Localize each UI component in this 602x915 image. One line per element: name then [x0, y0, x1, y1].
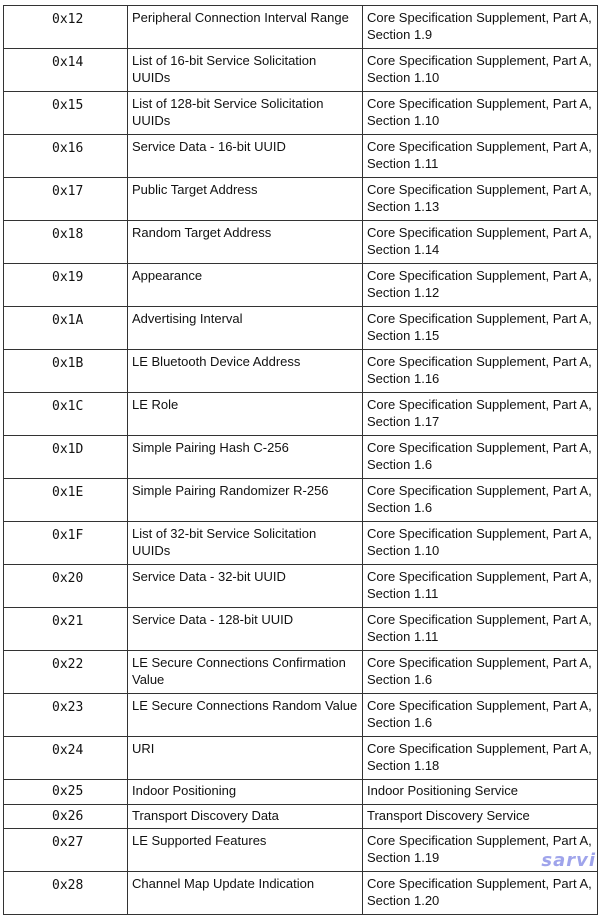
table-row — [4, 522, 598, 565]
table-row — [4, 307, 598, 350]
table-row — [4, 694, 598, 737]
ad-type-code: 0x20 — [4, 565, 128, 608]
table-row — [4, 49, 598, 92]
ad-type-reference: Transport Discovery Service — [363, 804, 598, 829]
ad-type-reference: Core Specification Supplement, Part A, Section 1.6 — [363, 694, 598, 737]
ad-type-name: Simple Pairing Randomizer R-256 — [128, 479, 363, 522]
ad-type-name: List of 16-bit Service Solicitation UUIDs — [128, 49, 363, 92]
table-row — [4, 135, 598, 178]
ad-type-code: 0x19 — [4, 264, 128, 307]
ad-type-reference: Core Specification Supplement, Part A, Section 1.9 — [363, 6, 598, 49]
ad-type-code: 0x26 — [4, 804, 128, 829]
table-row — [4, 829, 598, 872]
ad-type-code: 0x1C — [4, 393, 128, 436]
ad-type-reference: Core Specification Supplement, Part A, Section 1.10 — [363, 92, 598, 135]
ad-type-code: 0x21 — [4, 608, 128, 651]
ad-type-reference: Core Specification Supplement, Part A, Section 1.6 — [363, 436, 598, 479]
ad-type-code: 0x1B — [4, 350, 128, 393]
table-row — [4, 6, 598, 49]
table-row — [4, 178, 598, 221]
ad-type-reference: Core Specification Supplement, Part A, Section 1.13 — [363, 178, 598, 221]
table-row — [4, 393, 598, 436]
table-row — [4, 780, 598, 805]
ad-type-reference: Core Specification Supplement, Part A, Section 1.12 — [363, 264, 598, 307]
ad-type-reference: Indoor Positioning Service — [363, 780, 598, 805]
ad-type-table — [3, 5, 598, 915]
ad-type-name: Service Data - 32-bit UUID — [128, 565, 363, 608]
ad-type-name: LE Supported Features — [128, 829, 363, 872]
ad-type-code: 0x1A — [4, 307, 128, 350]
table-row — [4, 804, 598, 829]
ad-type-reference: Core Specification Supplement, Part A, Section 1.10 — [363, 49, 598, 92]
ad-type-code: 0x12 — [4, 6, 128, 49]
ad-type-name: URI — [128, 737, 363, 780]
ad-type-code: 0x27 — [4, 829, 128, 872]
ad-type-code: 0x18 — [4, 221, 128, 264]
ad-type-reference: Core Specification Supplement, Part A, Section 1.20 — [363, 872, 598, 915]
ad-type-code: 0x15 — [4, 92, 128, 135]
ad-type-reference: Core Specification Supplement, Part A, Section 1.11 — [363, 608, 598, 651]
ad-type-name: List of 128-bit Service Solicitation UUIDs — [128, 92, 363, 135]
ad-type-name: Appearance — [128, 264, 363, 307]
table-row — [4, 651, 598, 694]
table-row — [4, 872, 598, 915]
ad-type-code: 0x1F — [4, 522, 128, 565]
ad-type-code: 0x17 — [4, 178, 128, 221]
ad-type-name: Service Data - 16-bit UUID — [128, 135, 363, 178]
ad-type-reference: Core Specification Supplement, Part A, Section 1.10 — [363, 522, 598, 565]
ad-type-name: Channel Map Update Indication — [128, 872, 363, 915]
ad-type-name: LE Role — [128, 393, 363, 436]
ad-type-name: Transport Discovery Data — [128, 804, 363, 829]
ad-type-reference: Core Specification Supplement, Part A, Section 1.19 — [363, 829, 598, 872]
watermark-logo: sarvi — [541, 850, 596, 871]
ad-type-name: LE Secure Connections Random Value — [128, 694, 363, 737]
ad-type-reference: Core Specification Supplement, Part A, Section 1.15 — [363, 307, 598, 350]
table-row — [4, 350, 598, 393]
ad-type-code: 0x28 — [4, 872, 128, 915]
ad-type-reference: Core Specification Supplement, Part A, Section 1.6 — [363, 651, 598, 694]
ad-type-code: 0x1D — [4, 436, 128, 479]
ad-type-code: 0x1E — [4, 479, 128, 522]
table-row — [4, 221, 598, 264]
ad-type-code: 0x16 — [4, 135, 128, 178]
ad-type-name: Advertising Interval — [128, 307, 363, 350]
table-row — [4, 264, 598, 307]
ad-type-reference: Core Specification Supplement, Part A, Section 1.14 — [363, 221, 598, 264]
ad-type-name: Simple Pairing Hash C-256 — [128, 436, 363, 479]
table-row — [4, 92, 598, 135]
ad-type-reference: Core Specification Supplement, Part A, Section 1.18 — [363, 737, 598, 780]
ad-type-name: Random Target Address — [128, 221, 363, 264]
ad-type-reference: Core Specification Supplement, Part A, Section 1.11 — [363, 135, 598, 178]
ad-type-name: LE Secure Connections Confirmation Value — [128, 651, 363, 694]
ad-type-name: LE Bluetooth Device Address — [128, 350, 363, 393]
table-row — [4, 436, 598, 479]
ad-type-reference: Core Specification Supplement, Part A, Section 1.6 — [363, 479, 598, 522]
ad-type-code: 0x22 — [4, 651, 128, 694]
ad-type-reference: Core Specification Supplement, Part A, Section 1.16 — [363, 350, 598, 393]
table-row — [4, 608, 598, 651]
ad-type-reference: Core Specification Supplement, Part A, Section 1.17 — [363, 393, 598, 436]
table-row — [4, 565, 598, 608]
ad-type-reference: Core Specification Supplement, Part A, Section 1.11 — [363, 565, 598, 608]
ad-type-code: 0x14 — [4, 49, 128, 92]
ad-type-name: Indoor Positioning — [128, 780, 363, 805]
ad-type-code: 0x23 — [4, 694, 128, 737]
ad-type-name: Peripheral Connection Interval Range — [128, 6, 363, 49]
table-row — [4, 737, 598, 780]
ad-type-name: Service Data - 128-bit UUID — [128, 608, 363, 651]
ad-type-code: 0x25 — [4, 780, 128, 805]
ad-type-name: Public Target Address — [128, 178, 363, 221]
table-row — [4, 479, 598, 522]
ad-type-code: 0x24 — [4, 737, 128, 780]
ad-type-name: List of 32-bit Service Solicitation UUIDs — [128, 522, 363, 565]
